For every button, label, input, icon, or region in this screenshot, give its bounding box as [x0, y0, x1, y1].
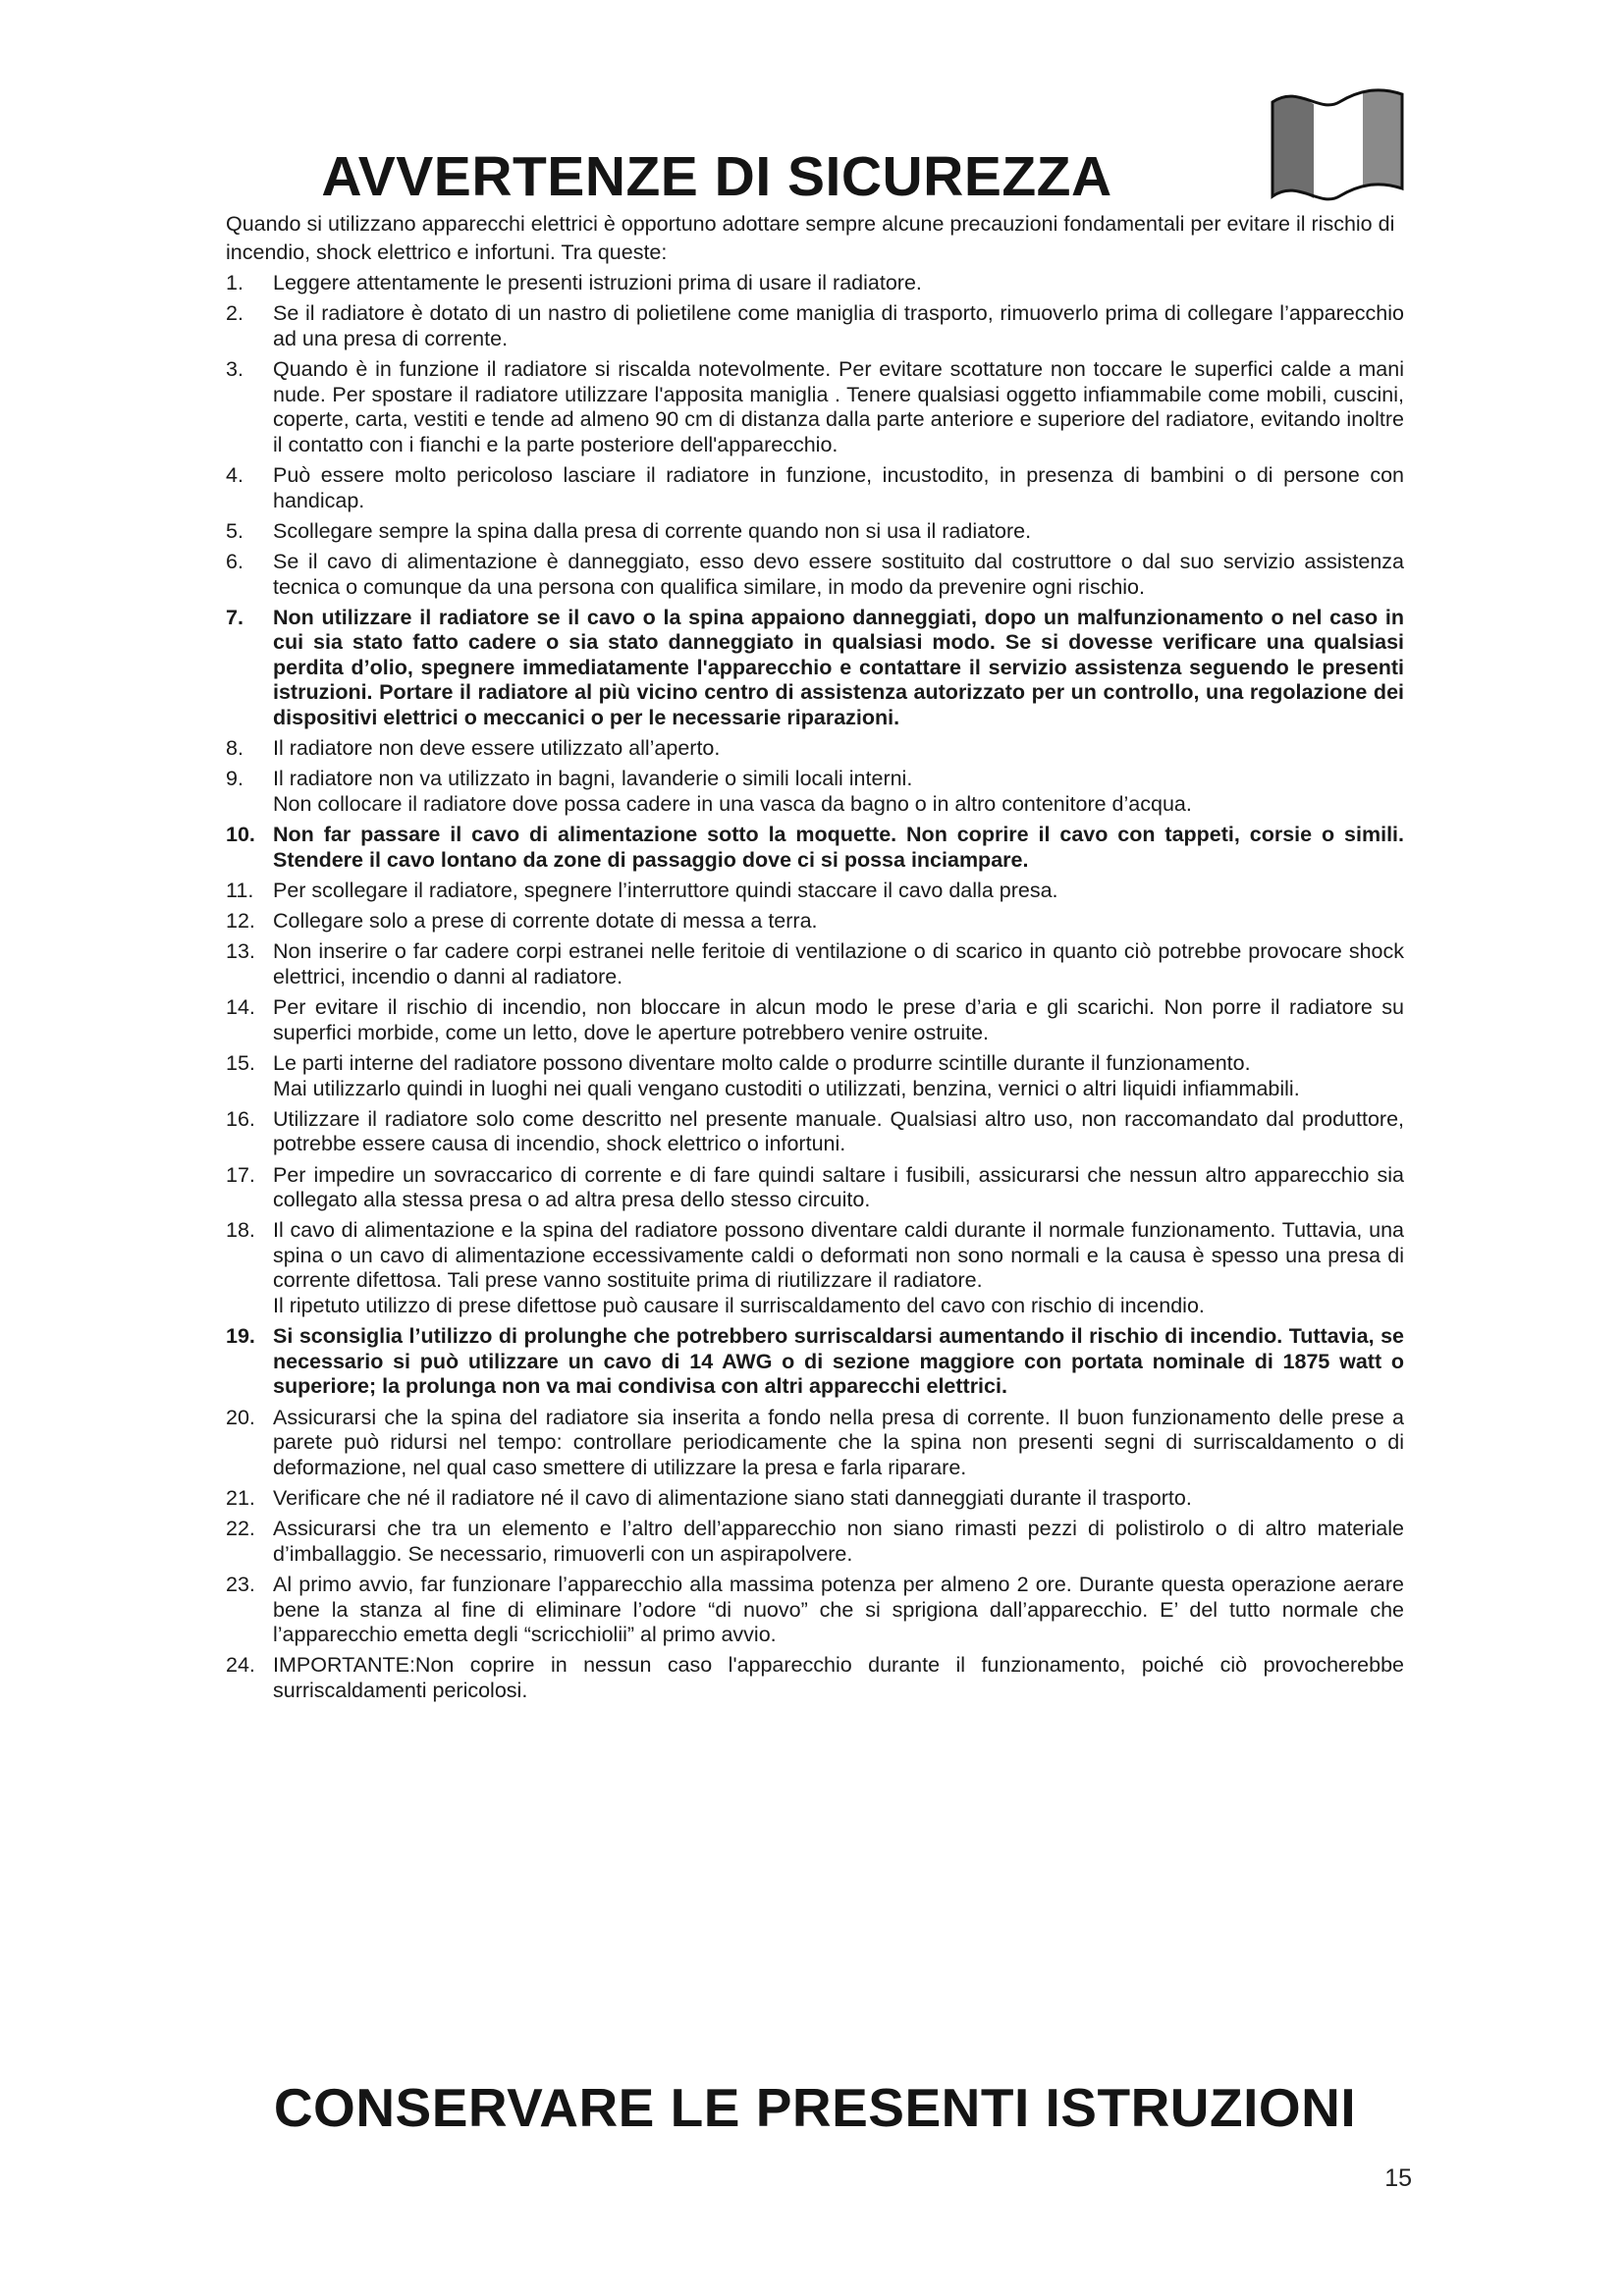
item-paragraph: Leggere attentamente le presenti istruzioni prima di usare il radiatore.: [273, 271, 922, 294]
list-item: [226, 823, 1404, 873]
item-text: [273, 301, 1404, 351]
item-number: 4.: [226, 462, 244, 487]
italian-flag-icon: [1269, 80, 1406, 210]
item-number: 12.: [226, 909, 255, 934]
item-number: 15.: [226, 1050, 255, 1075]
flag-graphic: [1269, 80, 1406, 210]
item-number: 8.: [226, 736, 244, 761]
item-text: [273, 909, 1404, 934]
list-item: [226, 1573, 1404, 1648]
item-text: [273, 1051, 1404, 1101]
item-paragraph: Per scollegare il radiatore, spegnere l’interruttore quindi staccare il cavo dalla presa.: [273, 879, 1058, 902]
item-paragraph: Al primo avvio, far funzionare l’apparecchio alla massima potenza per almeno 2 ore. Durante questa operazione aerare bene la stanza al fine di eliminare l’odore “di nuovo” che si sprigiona dall’apparecchio. E’ del tutto normale che l’apparecchio emetta degli “scricchiolii” al primo avvio.: [273, 1572, 1404, 1647]
item-number: 11.: [226, 879, 254, 902]
item-text: [273, 995, 1404, 1045]
item-number: 22.: [226, 1517, 255, 1541]
item-number: 19.: [226, 1324, 255, 1349]
list-item: [226, 301, 1404, 351]
item-number: 16.: [226, 1106, 255, 1131]
item-number: 10.: [226, 823, 255, 847]
list-item: [226, 1486, 1404, 1512]
item-paragraph: Il radiatore non deve essere utilizzato all’aperto.: [273, 736, 721, 761]
item-number: 5.: [226, 518, 244, 543]
item-text: [273, 1486, 1404, 1512]
item-number: 24.: [226, 1653, 255, 1678]
item-text: [273, 463, 1404, 513]
item-text: [273, 1653, 1404, 1703]
item-paragraph: Mai utilizzarlo quindi in luoghi nei quali vengano custoditi o utilizzati, benzina, vernici o altri liquidi infiammabili.: [273, 1076, 1300, 1100]
list-item: [226, 1051, 1404, 1101]
item-text: [273, 767, 1404, 817]
list-item: [226, 550, 1404, 600]
list-item: [226, 519, 1404, 545]
item-paragraph: Si sconsiglia l’utilizzo di prolunghe che potrebbero surriscaldarsi aumentando il rischio di incendio. Tuttavia, se necessario si può utilizzare un cavo di 14 AWG o di sezione maggiore con portata nominale di 1875 watt o superiore; la prolunga non va mai condivisa con altri apparecchi elettrici.: [273, 1324, 1404, 1399]
item-text: [273, 823, 1404, 873]
list-item: [226, 879, 1404, 904]
item-paragraph: Non collocare il radiatore dove possa cadere in una vasca da bagno o in altro contenitore d’acqua.: [273, 792, 1192, 817]
list-item: [226, 1163, 1404, 1213]
item-text: [273, 271, 1404, 296]
item-text: [273, 550, 1404, 600]
item-paragraph: Assicurarsi che la spina del radiatore sia inserita a fondo nella presa di corrente. Il buon funzionamento delle prese a parete può ridursi nel tempo: controllare periodicamente che la spina non presenti segni di surriscaldamento o di deformazione, nel qual caso smettere di utilizzare la presa e farla riparare.: [273, 1405, 1404, 1479]
item-paragraph: Non utilizzare il radiatore se il cavo o la spina appaiono danneggiati, dopo un malfunzionamento o nel caso in cui sia stato fatto cadere o sia stato danneggiato in qualsiasi modo. Se si dovesse verificare una qualsiasi perdita d’olio, spegnere immediatamente l'apparecchio e contattare il servizio assistenza seguendo le presenti istruzioni. Portare il radiatore al più vicino centro di assistenza autorizzato per un controllo, una regolazione dei dispositivi elettrici o meccanici o per le necessarie riparazioni.: [273, 605, 1404, 730]
item-text: [273, 519, 1404, 545]
item-number: 7.: [226, 605, 244, 629]
item-number: 13.: [226, 939, 255, 964]
list-item: [226, 767, 1404, 817]
item-paragraph: Il ripetuto utilizzo di prese difettose può causare il surriscaldamento del cavo con rischio di incendio.: [273, 1294, 1205, 1318]
item-text: [273, 357, 1404, 457]
list-item: [226, 271, 1404, 296]
closing-title: CONSERVARE LE PRESENTI ISTRUZIONI: [273, 2077, 1357, 2138]
item-paragraph: Per impedire un sovraccarico di corrente e di fare quindi saltare i fusibili, assicurarsi che nessun altro apparecchio sia collegato alla stessa presa o ad altra presa dello stesso circuito.: [273, 1162, 1404, 1212]
item-text: [273, 1324, 1404, 1400]
item-number: 17.: [226, 1162, 255, 1187]
item-text: [273, 1163, 1404, 1213]
item-number: 21.: [226, 1486, 255, 1510]
safety-warnings-list: [226, 271, 1404, 1709]
item-paragraph: Assicurarsi che tra un elemento e l’altro dell’apparecchio non siano rimasti pezzi di polistirolo o di altro materiale d’imballaggio. Se necessario, rimuoverli con un aspirapolvere.: [273, 1517, 1404, 1566]
list-item: [226, 1653, 1404, 1703]
page-title: AVVERTENZE DI SICUREZZA: [321, 145, 1112, 208]
item-paragraph: Il cavo di alimentazione e la spina del radiatore possono diventare caldi durante il normale funzionamento. Tuttavia, una spina o un cavo di alimentazione eccessivamente caldi o deformati non sono normali e la causa è spesso una presa di corrente difettosa. Tali prese vanno sostituite prima di riutilizzare il radiatore.: [273, 1218, 1404, 1293]
item-text: [273, 606, 1404, 731]
item-number: 3.: [226, 356, 244, 381]
item-paragraph: Il radiatore non va utilizzato in bagni, lavanderie o simili locali interni.: [273, 767, 913, 791]
list-item: [226, 606, 1404, 731]
list-item: [226, 357, 1404, 457]
item-text: [273, 939, 1404, 989]
list-item: [226, 1324, 1404, 1400]
item-paragraph: Non inserire o far cadere corpi estranei nelle feritoie di ventilazione o di scarico in quanto ciò potrebbe provocare shock elettrici, incendio o danni al radiatore.: [273, 939, 1404, 988]
list-item: [226, 939, 1404, 989]
item-number: 2.: [226, 301, 244, 326]
item-paragraph: Se il cavo di alimentazione è danneggiato, esso devo essere sostituito dal costruttore o dal suo servizio assistenza tecnica o comunque da una persona con qualifica similare, in modo da prevenire ogni rischio.: [273, 549, 1404, 599]
item-paragraph: IMPORTANTE:Non coprire in nessun caso l'apparecchio durante il funzionamento, poiché ciò provocherebbe surriscaldamenti pericolosi.: [273, 1653, 1404, 1702]
list-item: [226, 909, 1404, 934]
item-paragraph: Non far passare il cavo di alimentazione sotto la moquette. Non coprire il cavo con tappeti, corsie o simili. Stendere il cavo lontano da zone di passaggio dove ci si possa inciampare.: [273, 823, 1404, 872]
item-text: [273, 1517, 1404, 1567]
item-paragraph: Collegare solo a prese di corrente dotate di messa a terra.: [273, 909, 818, 934]
list-item: [226, 463, 1404, 513]
item-number: 20.: [226, 1405, 255, 1429]
item-text: [273, 879, 1404, 904]
item-paragraph: Le parti interne del radiatore possono diventare molto calde o produrre scintille durante il funzionamento.: [273, 1050, 1251, 1075]
item-number: 18.: [226, 1218, 255, 1243]
item-number: 6.: [226, 549, 244, 573]
list-item: [226, 736, 1404, 762]
item-paragraph: Scollegare sempre la spina dalla presa di corrente quando non si usa il radiatore.: [273, 518, 1032, 543]
item-number: 14.: [226, 995, 255, 1020]
list-item: [226, 995, 1404, 1045]
item-text: [273, 1107, 1404, 1157]
list-item: [226, 1107, 1404, 1157]
item-paragraph: Verificare che né il radiatore né il cavo di alimentazione siano stati danneggiati durante il trasporto.: [273, 1486, 1192, 1510]
item-text: [273, 736, 1404, 762]
item-text: [273, 1573, 1404, 1648]
list-item: [226, 1218, 1404, 1318]
list-item: [226, 1517, 1404, 1567]
item-paragraph: Può essere molto pericoloso lasciare il radiatore in funzione, incustodito, in presenza di bambini o di persone con handicap.: [273, 462, 1404, 512]
item-number: 9.: [226, 767, 244, 791]
item-paragraph: Utilizzare il radiatore solo come descritto nel presente manuale. Qualsiasi altro uso, non raccomandato dal produttore, potrebbe essere causa di incendio, shock elettrico o infortuni.: [273, 1106, 1404, 1156]
item-number: 1.: [226, 271, 244, 294]
item-text: [273, 1406, 1404, 1481]
item-text: [273, 1218, 1404, 1318]
intro-paragraph: Quando si utilizzano apparecchi elettrici è opportuno adottare sempre alcune precauzioni fondamentali per evitare il rischio di incendio, shock elettrico e infortuni. Tra queste:: [226, 212, 1395, 264]
list-item: [226, 1406, 1404, 1481]
page-number: 15: [1384, 2164, 1412, 2192]
item-paragraph: Se il radiatore è dotato di un nastro di polietilene come maniglia di trasporto, rimuoverlo prima di collegare l’apparecchio ad una presa di corrente.: [273, 301, 1404, 350]
item-paragraph: Per evitare il rischio di incendio, non bloccare in alcun modo le prese d’aria e gli scarichi. Non porre il radiatore su superfici morbide, come un letto, dove le aperture potrebbero venire ostruite.: [273, 995, 1404, 1044]
item-paragraph: Quando è in funzione il radiatore si riscalda notevolmente. Per evitare scottature non toccare le superfici calde a mani nude. Per spostare il radiatore utilizzare l'apposita maniglia . Tenere qualsiasi oggetto infiammabile come mobili, cuscini, coperte, carta, vestiti e tende ad almeno 90 cm di distanza dalla parte anteriore e superiore del radiatore, evitando inoltre il contatto con i fianchi e la parte posteriore dell'apparecchio.: [273, 356, 1404, 456]
item-number: 23.: [226, 1572, 255, 1596]
